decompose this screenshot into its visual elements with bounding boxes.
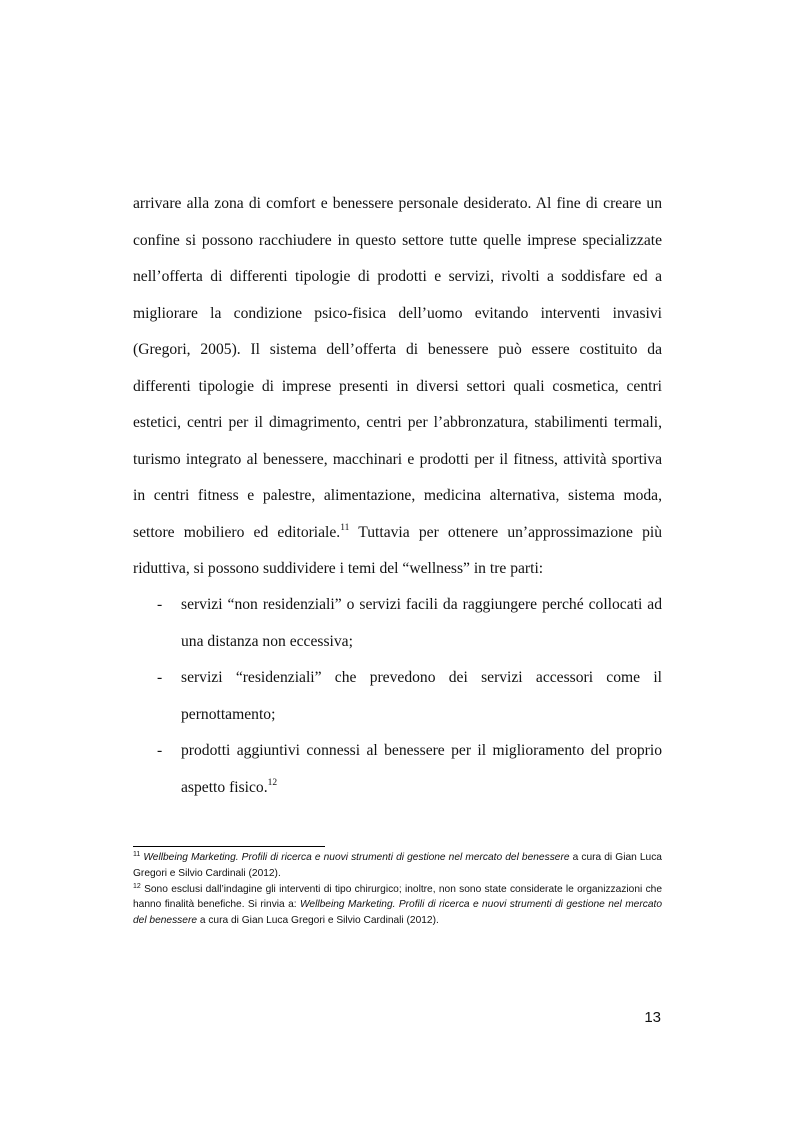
dash-bullet-icon: -	[157, 742, 163, 759]
paragraph-text: arrivare alla zona di comfort e benessere personale desiderato. Al fine di creare un confine si possono racchiudere in questo settore tutte quelle imprese specializzate nell’offerta di differenti tipologie di prodotti e servizi, rivolti a soddisfare ed a migliorare la condizione psico-fisica dell’uomo evitando interventi invasivi (Gregori, 2005). Il sistema dell’offerta di benessere può essere costituito da differenti tipologie di imprese presenti in diversi settori quali cosmetica, centri estetici, centri per il dimagrimento, centri per l’abbronzatura, stabilimenti termali, turismo integrato al benessere, macchinari e prodotti per il fitness, attività sportiva in centri fitness e palestre, alimentazione, medicina alternativa, sistema moda, settore mobiliero ed editoriale.	[133, 195, 662, 541]
footnote-text: Sono esclusi dall’indagine gli interventi di tipo chirurgico; inoltre, non sono state considerate le organizzazioni che hanno finalità benefiche. Si rinvia a:	[133, 883, 662, 911]
page-number: 13	[644, 1009, 661, 1026]
footnote-number: 11	[133, 851, 141, 858]
list-item	[133, 587, 662, 660]
body-paragraph	[133, 186, 662, 588]
wellness-parts-list	[133, 587, 662, 806]
dash-bullet-icon: -	[157, 596, 163, 613]
footnote-12	[133, 882, 662, 929]
list-item	[133, 733, 662, 806]
list-item	[133, 660, 662, 733]
footnote-ref-11[interactable]: 11	[340, 522, 350, 533]
footnote-text-end: a cura di Gian Luca Gregori e Silvio Cardinali (2012).	[197, 915, 439, 927]
list-item-text: servizi “residenziali” che prevedono dei servizi accessori come il pernottamento;	[181, 669, 662, 723]
footnotes	[133, 850, 662, 929]
list-item-text: servizi “non residenziali” o servizi facili da raggiungere perché collocati ad una distanza non eccessiva;	[181, 596, 662, 650]
footnote-separator	[133, 846, 325, 847]
list-item-text: prodotti aggiuntivi connessi al benessere per il miglioramento del proprio aspetto fisico.	[181, 742, 662, 796]
footnote-number: 12	[133, 882, 141, 890]
footnote-11	[133, 850, 662, 882]
dash-bullet-icon: -	[157, 669, 163, 686]
footnote-ref-12[interactable]: 12	[267, 777, 278, 788]
footnote-book-title: Wellbeing Marketing. Profili di ricerca e nuovi strumenti di gestione nel mercato del benessere	[143, 852, 570, 863]
footnote-book-title: Wellbeing Marketing. Profili di ricerca e nuovi strumenti di gestione nel mercato del benessere	[133, 899, 663, 927]
paragraph-text-continued: Tuttavia per ottenere un’approssimazione più riduttiva, si possono suddividere i temi del “wellness” in tre parti:	[133, 523, 662, 577]
footnote-text: a cura di Gian Luca Gregori e Silvio Cardinali (2012).	[133, 852, 662, 879]
